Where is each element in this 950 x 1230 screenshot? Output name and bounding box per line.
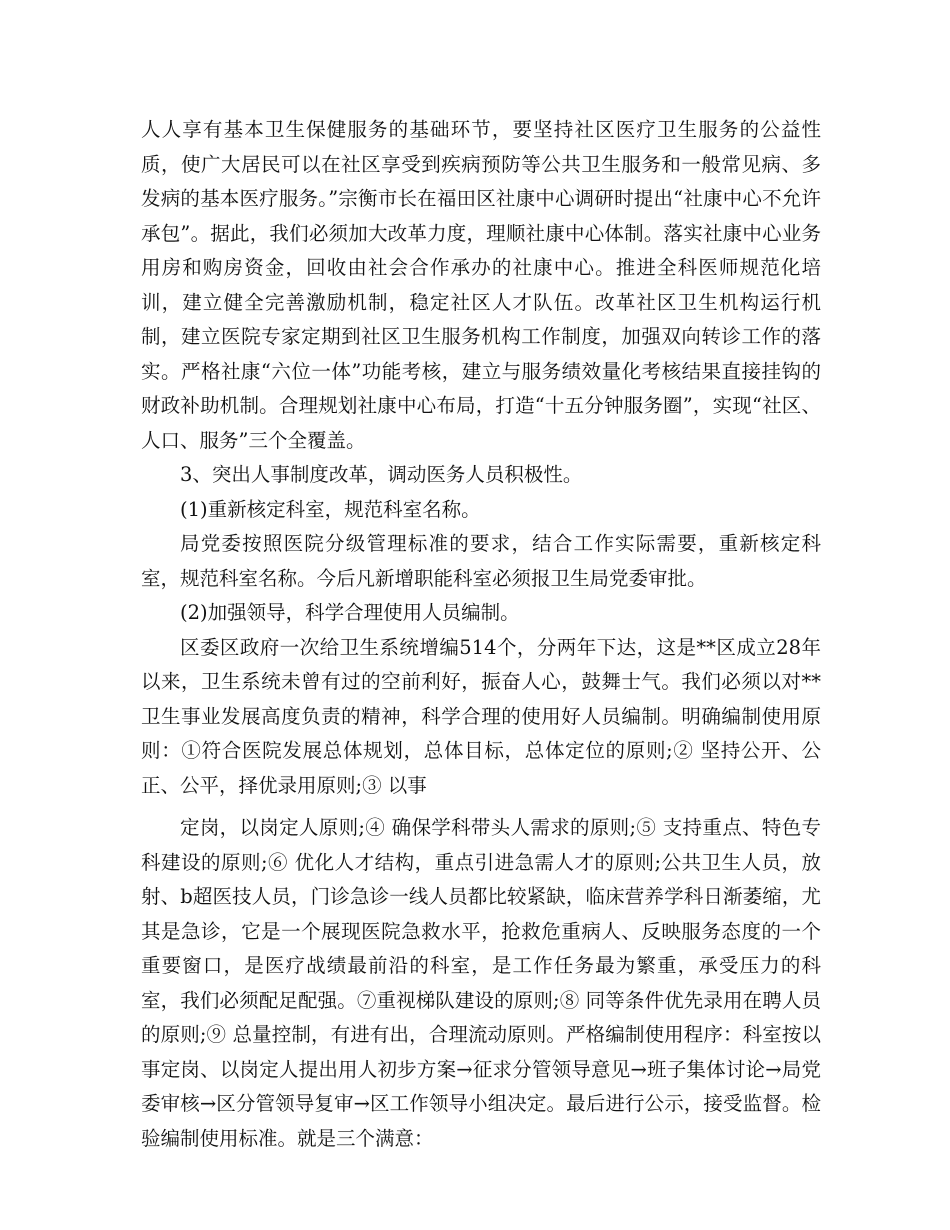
paragraph-community-health: 人人享有基本卫生保健服务的基础环节，要坚持社区医疗卫生服务的公益性质，使广大居民可以在社区享受到疾病预防等公共卫生服务和一般常见病、多发病的基本医疗服务。”宗衡市长在福田区社康中心调研时提出“社康中心不允许承包”。据此，我们必须加大改革力度，理顺社康中心体制。落实社康中心业务用房和购房资金，回收由社会合作承办的社康中心。推进全科医师规范化培训，建立健全完善激励机制，稳定社区人才队伍。改革社区卫生机构运行机制，建立医院专家定期到社区卫生服务机构工作制度，加强双向转诊工作的落实。严格社康“六位一体”功能考核，建立与服务绩效量化考核结果直接挂钩的财政补助机制。合理规划社康中心布局，打造“十五分钟服务圈”，实现“社区、人口、服务”三个全覆盖。 bbox=[141, 118, 821, 452]
subheading-staffing: (2)加强领导，科学合理使用人员编制。 bbox=[180, 601, 520, 624]
subheading-departments: (1)重新核定科室，规范科室名称。 bbox=[180, 497, 481, 521]
paragraph-departments: 局党委按照医院分级管理标准的要求，结合工作实际需要，重新核定科室，规范科室名称。今后凡新增职能科室必须报卫生局党委审批。 bbox=[141, 532, 821, 590]
document-body bbox=[141, 113, 821, 1156]
heading-personnel-reform: 3、突出人事制度改革，调动医务人员积极性。 bbox=[180, 463, 583, 486]
paragraph-staffing-principles: 定岗，以岗定人原则;④ 确保学科带头人需求的原则;⑤ 支持重点、特色专科建设的原则;⑥ 优化人才结构，重点引进急需人才的原则;公共卫生人员，放射、b超医技人员，门诊急诊一线人员都比较紧缺，临床营养学科日渐萎缩，尤其是急诊，它是一个展现医院急救水平，抢救危重病人、反映服务态度的一个重要窗口，是医疗战绩最前沿的科室，是工作任务最为繁重，承受压力的科室，我们必须配足配强。⑦重视梯队建设的原则;⑧ 同等条件优先录用在聘人员的原则;⑨ 总量控制，有进有出，合理流动原则。严格编制使用程序：科室按以事定岗、以岗定人提出用人初步方案→征求分管领导意见→班子集体讨论→局党委审核→区分管领导复审→区工作领导小组决定。最后进行公示，接受监督。检验编制使用标准。就是三个满意： bbox=[141, 816, 821, 1150]
paragraph-staffing: 区委区政府一次给卫生系统增编514个，分两年下达，这是**区成立28年以来，卫生系统未曾有过的空前利好，振奋人心，鼓舞士气。我们必须以对**卫生事业发展高度负责的精神，科学合理的使用好人员编制。明确编制使用原则：①符合医院发展总体规划，总体目标，总体定位的原则;② 坚持公开、公正、公平，择优录用原则;③ 以事 bbox=[141, 635, 821, 797]
